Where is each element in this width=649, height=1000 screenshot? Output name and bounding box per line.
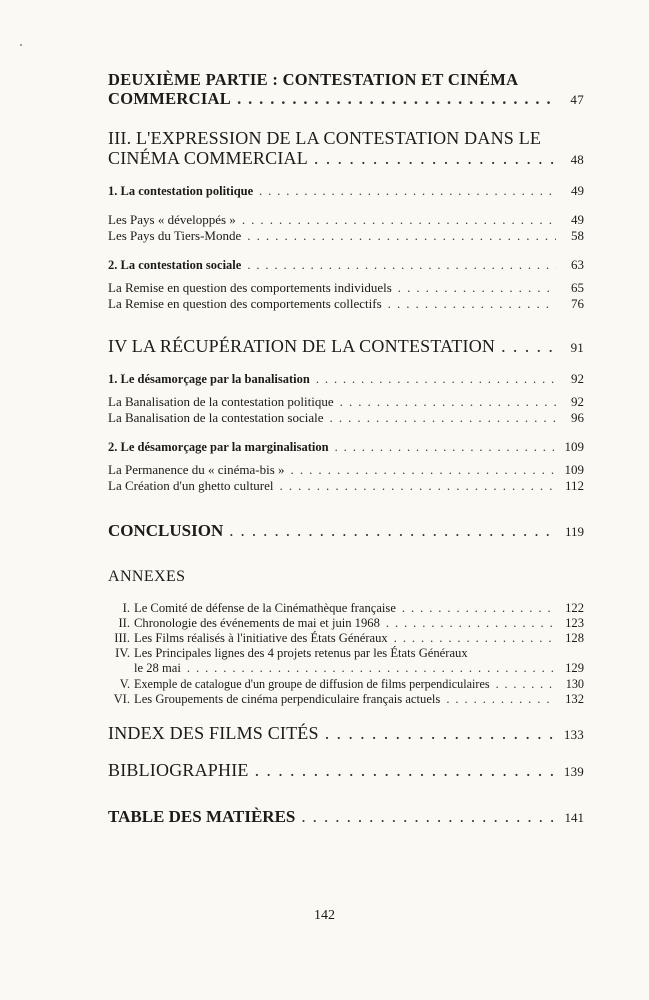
annex-item [104, 677, 584, 692]
list-item [108, 410, 584, 426]
annex-num: II. [118, 616, 130, 630]
annex-num: VI. [113, 692, 130, 706]
item-page: 58 [571, 228, 584, 243]
annex-page: 132 [565, 692, 584, 706]
leader-dots [316, 372, 556, 387]
leader-dots [402, 601, 556, 616]
ch4-page: 91 [570, 340, 584, 355]
item-label: Les Pays du Tiers-Monde [108, 228, 242, 243]
annex-num: I. [122, 601, 130, 615]
ch4-s1-page: 92 [571, 371, 584, 386]
annex-page: 128 [565, 631, 584, 645]
item-label: La Banalisation de la contestation sociale [108, 410, 324, 425]
item-page: 96 [571, 410, 584, 425]
item-page: 112 [564, 478, 584, 493]
leader-dots [330, 410, 556, 426]
annex-label: Exemple de catalogue d'un groupe de diffusion de films perpendiculaires [134, 677, 490, 691]
ch3-s1-title: 1. La contestation politique [108, 184, 254, 198]
leader-dots [394, 631, 556, 646]
item-label: La Création d'un ghetto culturel [108, 478, 274, 493]
part2-title-line1: DEUXIÈME PARTIE : CONTESTATION ET CINÉMA [108, 70, 519, 89]
table-title: TABLE DES MATIÈRES [108, 807, 296, 826]
list-item [108, 394, 584, 410]
conclusion-page: 119 [564, 524, 584, 539]
leader-dots [501, 336, 556, 357]
leader-dots [247, 228, 556, 244]
annex-item-4-line2 [134, 661, 584, 676]
ch3-s2-title: 2. La contestation sociale [108, 258, 242, 272]
ch3-page: 48 [570, 152, 584, 167]
list-item [108, 228, 584, 244]
list-item [108, 280, 584, 296]
annex-label: Les Principales lignes des 4 projets retenus par les États Généraux [134, 646, 468, 660]
annex-num: III. [114, 631, 130, 645]
leader-dots [291, 462, 556, 478]
ch4-s2-page: 109 [564, 439, 584, 454]
item-label: La Remise en question des comportements individuels [108, 280, 392, 295]
ch3-s1-page: 49 [571, 183, 584, 198]
ch3-s2-entry [108, 257, 584, 273]
ch3-s1-entry [108, 183, 584, 199]
item-label: La Remise en question des comportements collectifs [108, 296, 382, 311]
list-item [108, 296, 584, 312]
item-page: 76 [571, 296, 584, 311]
annexes-title: ANNEXES [108, 568, 186, 585]
annex-item [104, 631, 584, 646]
leader-dots [340, 394, 556, 410]
leader-dots [280, 478, 556, 494]
annex-item [104, 616, 584, 631]
leader-dots [247, 258, 556, 273]
ch4-title: IV LA RÉCUPÉRATION DE LA CONTESTATION [108, 336, 496, 356]
leader-dots [187, 661, 556, 676]
ch3-title-line1: III. L'EXPRESSION DE LA CONTESTATION DANS LE [108, 128, 542, 148]
leader-dots [386, 616, 556, 631]
ch3-title-line2: CINÉMA COMMERCIAL [108, 148, 308, 168]
annex-item-4-line1 [104, 646, 468, 661]
leader-dots [255, 760, 556, 781]
ch4-s2-title: 2. Le désamorçage par la marginalisation [108, 440, 329, 454]
annex-num: IV. [115, 646, 130, 660]
leader-dots [335, 440, 556, 455]
item-label: La Banalisation de la contestation politique [108, 394, 334, 409]
table-entry [108, 807, 584, 827]
annex-label: Le Comité de défense de la Cinémathèque française [134, 601, 396, 615]
index-entry [108, 723, 584, 744]
table-page: 141 [564, 810, 584, 825]
leader-dots [496, 677, 556, 692]
annex-label: Chronologie des événements de mai et juin 1968 [134, 616, 380, 630]
ch4-s2-entry [108, 439, 584, 455]
annex-page: 122 [565, 601, 584, 615]
leader-dots [388, 296, 556, 312]
part2-title-line2: COMMERCIAL [108, 89, 232, 108]
annex-num: V. [119, 677, 130, 691]
ch4-s1-title: 1. Le désamorçage par la banalisation [108, 372, 310, 386]
index-title: INDEX DES FILMS CITÉS [108, 723, 319, 743]
leader-dots [325, 723, 556, 744]
leader-dots [259, 184, 556, 199]
leader-dots [314, 148, 556, 169]
leader-dots [229, 521, 556, 541]
bibliography-page: 139 [563, 764, 584, 779]
bibliography-title: BIBLIOGRAPHIE [108, 760, 249, 780]
ch3-s2-page: 63 [571, 257, 584, 272]
list-item [108, 478, 584, 494]
conclusion-title: CONCLUSION [108, 521, 224, 540]
annex-item [104, 601, 584, 616]
ch4-s1-entry [108, 371, 584, 387]
annex-item [104, 692, 584, 707]
item-page: 92 [571, 394, 584, 409]
bibliography-entry [108, 760, 584, 781]
list-item [108, 462, 584, 478]
annex-page: 129 [565, 661, 584, 675]
annex-label: Les Groupements de cinéma perpendiculaire français actuels [134, 692, 441, 706]
index-page: 133 [563, 727, 584, 742]
annex-page: 130 [565, 677, 584, 691]
conclusion-entry [108, 521, 584, 541]
leader-dots [398, 280, 556, 296]
item-page: 49 [571, 212, 584, 227]
part2-page: 47 [570, 92, 584, 107]
ch3-entry [108, 148, 584, 169]
item-label: Les Pays « développés » [108, 212, 236, 227]
page-number: 142 [314, 908, 335, 923]
item-page: 109 [564, 462, 584, 477]
leader-dots [237, 89, 556, 109]
annex-label: Les Films réalisés à l'initiative des États Généraux [134, 631, 388, 645]
annex-page: 123 [565, 616, 584, 630]
list-item [108, 212, 584, 228]
ch4-entry [108, 336, 584, 357]
leader-dots [446, 692, 556, 707]
annex-label: le 28 mai [134, 661, 181, 675]
leader-dots [242, 212, 556, 228]
leader-dots [301, 807, 556, 827]
item-page: 65 [571, 280, 584, 295]
paper-speck [20, 44, 22, 46]
part2-entry [108, 89, 584, 109]
item-label: La Permanence du « cinéma-bis » [108, 462, 285, 477]
